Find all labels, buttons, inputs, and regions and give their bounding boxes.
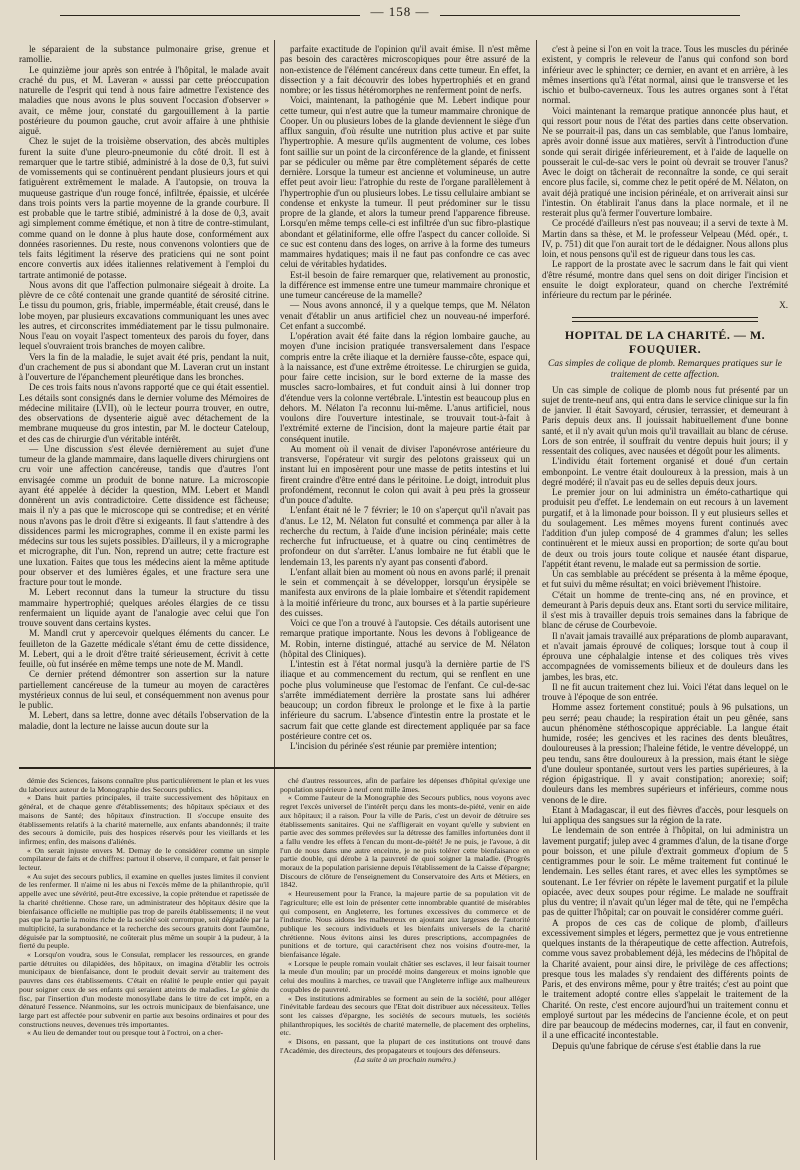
paragraph: le séparaient de la substance pulmonaire grise, grenue et ramollie. xyxy=(19,44,269,65)
column-3 xyxy=(542,44,788,1164)
paragraph: Vers la fin de la maladie, le sujet avait été pris, pendant la nuit, d'un crachement de pus si abondant que M. Laveran crut un instant à l'ouverture de l'épanchement pleurétique dans les bronches. xyxy=(19,351,269,382)
column-1 xyxy=(19,44,269,762)
paragraph: « Lorsqu'on voudra, sous le Consulat, remplacer les ressources, en grande partie détruites ou dilapidées, des hôpitaux, on imagina d'établir les octrois municipaux de bienfaisance, dont le produit devait servir au traitement des pauvres dans ces établissements. C'était en réalité le peuple entier qui payait pour soigner ceux de ses enfants qui seraient atteints de maladies. Le génie du fisc, par l'insertion d'un modeste monosyllabe dans le titre de cet impôt, en a dénaturé l'essence. Néanmoins, sur les octrois municipaux de bienfaisance, une large part est affectée pour subvenir en partie aux besoins ordinaires et pour des constructions neuves, devenues très importantes. xyxy=(19,950,269,1029)
page-header xyxy=(0,4,800,26)
paragraph: Un cas semblable au précédent se présenta à la même époque, et fut suivi du même résultat; en voici brièvement l'histoire. xyxy=(542,569,788,590)
to-be-continued-note: (La suite à un prochain numéro.) xyxy=(354,1054,456,1064)
page-number: — 158 — xyxy=(370,4,430,19)
paragraph: Ce procédé d'ailleurs n'est pas nouveau; il a servi de texte à M. Martin dans sa thèse, et M. le professeur Velpeau (Méd. opér., t. IV, p. 751) dit que l'on aurait tort de le dédaigner. Nous allons plus loin, et nous pensons qu'il est de rigueur dans tous les cas. xyxy=(542,218,788,259)
paragraph: démie des Sciences, faisons connaître plus particulièrement le plan et les vues du laborieux auteur de la Monographie des Secours publics. xyxy=(19,777,269,794)
paragraph: « Heureusement pour la France, la majeure partie de sa population vit de l'agriculture; elle est loin de présenter cette innombrable quantité de misérables qui composent, en Angleterre, les fortunes excessives du commerce et de l'industrie. Nous aidons les malheureux en ajoutant aux largesses de l'autorité publique les secours individuels et les bienfaits universels de la charité chrétienne. Nous évitons ainsi les dures prescriptions, accompagnées de punitions et de torture, qui caractérisent chez nos voisins d'outre-mer, la bienfaisance légale. xyxy=(280,889,530,960)
paragraph: Est-il besoin de faire remarquer que, relativement au pronostic, la différence est immense entre une tumeur mammaire chronique et une tumeur cancéreuse de la mamelle? xyxy=(280,269,530,300)
paragraph: M. Lebert, dans sa lettre, donne avec détails l'observation de la maladie, dont la lecture ne laisse aucun doute sur la xyxy=(19,710,269,731)
paragraph: Le quinzième jour après son entrée à l'hôpital, le malade avait craché du pus, et M. Laveran « ausssi par cette préoccupation naturelle de l'esprit qui tend à nous faire admettre l'existence des maladies que nous avons le plus souvent l'occasion d'observer » avait, ce même jour, constaté du gargouillement à la partie postérieure du poumon gauche, crut avoir affaire à une phthisie aiguë. xyxy=(19,64,269,136)
paragraph: Il n'avait jamais travaillé aux préparations de plomb auparavant, et n'avait jamais éprouvé de coliques; lorsque tout à coup il éprouva une céphalalgie intense et des coliques très vives accompagnées de vomissements bilieux et de douleurs dans les jambes, les bras, etc. xyxy=(542,630,788,682)
paragraph: Homme assez fortement constitué; pouls à 96 pulsations, un peu serré; peau chaude; la respiration était un peu gênée, sans aucun phénomène stéthoscopique appréciable. La langue était humide, rosée; les gencives et les racines des dents bleuâtres, douloureuses à la pression; l'haleine fétide, le ventre développé, un peu tendu, sans être douloureux à la pression, mais étant le siège d'une douleur spontanée, surtout vers les parties supérieures, à la région épigastrique. Il y avait constipation; anorexie; soif; douleurs dans les membres supérieurs et inférieurs, comme nous venons de le dire. xyxy=(542,702,788,805)
paragraph: L'enfant allait bien au moment où nous en avons parlé; il prenait le sein et commençait à se développer, lorsqu'un érysipèle se manifesta aux environs de la plaie lombaire et s'étendit rapidement à la moitié inférieure du tronc, aux bourses et à la partie supérieure des cuisses. xyxy=(280,566,530,618)
column-2 xyxy=(280,44,530,762)
feuilleton-rule xyxy=(19,767,531,769)
paragraph: Un cas simple de colique de plomb nous fut présenté par un sujet de trente-neuf ans, qui entra dans le service clinique sur la fin de janvier. Il était Savoyard, cérusier, terrassier, et demeurant à Paris depuis deux ans. Il jouissait habituellement d'une bonne santé, et il n'y avait qu'un mois qu'il travaillait au blanc de céruse. Lors de son entrée, il souffrait du ventre depuis huit jours; il y ressentait des coliques, avec nausées et dégoût pour les aliments. xyxy=(542,384,788,456)
paragraph: ché d'autres ressources, afin de parfaire les dépenses d'hôpital qu'exige une population supérieure à neuf cent mille âmes. xyxy=(280,777,530,794)
paragraph: Etant à Madagascar, il eut des fièvres d'accès, pour lesquels on lui appliqua des sangsues sur la région de la rate. xyxy=(542,804,788,825)
author-signature: X. xyxy=(779,300,788,311)
paragraph: De ces trois faits nous n'avons rapporté que ce qui était essentiel. Les détails sont consignés dans le dernier volume des Mémoires de médecine militaire (LVII), où le lecteur pourra trouver, en outre, des observations de dysenterie aiguë avec détachement de la membrane muqueuse du gros intestin, par M. le docteur Cateloup, et des cas de chirurgie d'un véritable intérêt. xyxy=(19,382,269,444)
paragraph: Le lendemain de son entrée à l'hôpital, on lui administra un lavement purgatif; julep avec 4 grammes d'alun, de la tisane d'orge pour boisson, et une pilule d'extrait gommeux d'opium de 5 centigrammes pour le soir. Le même traitement fut continué le lendemain. Les selles étant rares, et avec elles les symptômes se soutenant. Le 1er février on répète le lavement purgatif et la pilule opiacée, avec deux soupes pour régime. Le malade ne souffrait plus du ventre; il n'avait qu'un léger mal de tête, qui ne l'empêcha pas de quitter l'hôpital; car on pouvait le considérer comme guéri. xyxy=(542,825,788,918)
paragraph: M. Mandl crut y apercevoir quelques éléments du cancer. Le feuilleton de la Gazette médicale s'étant ému de cette dissidence, M. Lebert, qui a le droit d'être traité sérieusement, écrivit à cette feuille, où fut insérée en même temps une note de M. Mandl. xyxy=(19,628,269,669)
paragraph: « Au sujet des secours publics, il examine en quelles justes limites il convient de les renfermer. Il n'aime ni les abus ni l'excès même de la philanthropie, qu'il appelle avec une sévérité, peut-être excessive, la copie prétendue et rapetissée de la charité chrétienne. Chose rare, un administrateur des hôpitaux désire que la bienfaisance officielle ne multiplie pas trop de pareils établissements; il ne veut pas que la partie la moins riche de la société soit corrompue, soit dégradée par la multiplicité, la surabondance et la recherche des secours gratuits dont l'aumône, déguisée par la somptuosité, ne coûterait plus même un soupir à la pudeur, à la fierté du peuple. xyxy=(19,871,269,951)
paragraph: « Dans huit parties principales, il traite successivement des hôpitaux en général, et de chaque genre d'établissements; des hôpitaux spéciaux et des maisons de Santé; des hôpitaux d'instruction. Il s'occupe ensuite des établissements relatifs à la charité maternelle, aux enfants abandonnés; il traite des secours à domicile, puis des hospices réservés pour les vieillards et les infirmes; enfin, des maisons d'aliénés. xyxy=(19,793,269,846)
paragraph: parfaite exactitude de l'opinion qu'il avait émise. Il n'est même pas besoin des caractères microscopiques pour être assuré de la non-existence de l'élément cancéreux dans cette tumeur. En effet, la dissection y a fait découvrir des lobes hypertrophiés et en grand nombre; or les tissus hétéromorphes ne renferment point de nerfs. xyxy=(280,44,530,95)
paragraph: L'incision du périnée s'est réunie par première intention; xyxy=(290,741,497,751)
feuilleton-column-2 xyxy=(280,777,530,1159)
paragraph: L'intestin est à l'état normal jusqu'à la dernière partie de l'S iliaque et au commencement du rectum, qui se renflent en une poche plus volumineuse que l'estomac de l'enfant. Ce cul-de-sac s'arrête immédiatement derrière la prostate sans lui adhérer beaucoup; un cordon fibreux le prolonge et le fixe à la partie inférieure du sacrum. L'absence d'intestin entre la prostate et le sacrum fait que cette glande est directement appliquée par sa face postérieure contre cet os. xyxy=(280,659,530,741)
paragraph: Depuis qu'une fabrique de céruse s'est établie dans la rue xyxy=(552,1040,761,1051)
paragraph: L'individu était fortement organisé et doué d'un certain embonpoint. Le ventre était douloureux à la pression, mais à un degré modéré; il n'avait pas eu de selles depuis deux jours. xyxy=(542,456,788,487)
paragraph: — Nous avons annoncé, il y a quelque temps, que M. Nélaton venait d'établir un anus artificiel chez un nouveau-né imperforé. Cet enfant a succombé. xyxy=(280,300,530,331)
paragraph: A propos de ces cas de colique de plomb, d'ailleurs excessivement simples et légers, permettez que je vous entretienne quelques instants de la thérapeutique de cette affection. Autrefois, comme vous savez probablement déjà, les médecins de l'hôpital de la Charité avaient, pour ainsi dire, le privilège de ces affections; presque tous les malades s'y rendaient des différents points de Paris, et des environs même, pour y être traités; c'est au point que le traitement adopté contre elles s'appelait le traitement de la Charité. On reste, c'est encore aujourd'hui un traitement connu et employé surtout par les médecins de l'ancienne école, et on peut dire par beaucoup de médecins modernes, car, il faut en convenir, il a une efficacité incontestable. xyxy=(542,917,788,1041)
paragraph: Au moment où il venait de diviser l'aponévrose antérieure du transverse, l'opérateur vit surgir des pelotons graisseux qui un instant lui en imposèrent pour une masse de petits intestins et lui firent craindre d'être entré dans le péritoine. Le doigt, introduit plus profondément, reconnut le colon qui avait à peu près la grosseur d'un pouce d'adulte. xyxy=(280,443,530,505)
column-divider-1 xyxy=(274,40,275,1160)
paragraph: Voici maintenant la remarque pratique annoncée plus haut, et qui ressort pour nous de l'état des parties dans cette observation. Ne se pourrait-il pas, dans un cas semblable, que l'anus lombaire, après avoir donné issue aux matières, servît à l'introduction d'une sonde qui serait dirigée inférieurement, et à l'aide de laquelle on pousserait le cul-de-sac vers le point où devrait se trouver l'anus? Avec le doigt on tâcherait de reconnaître la sonde, ce qui serait encore plus facile, si, comme chez le petit opéré de M. Nélaton, on avait déjà pratiqué une incision périnéale, et on arriverait ainsi sur l'intestin. On établirait l'anus dans la place normale, et il ne resterait plus qu'à fermer l'ouverture lombaire. xyxy=(542,105,788,218)
paragraph: L'enfant était né le 7 février; le 10 on s'aperçut qu'il n'avait pas d'anus. Le 12, M. Nélaton fut consulté et commença par aller à la recherche du rectum, à l'aide d'une incision périnéale; mais cette recherche fut infructueuse, et à quatre ou cinq centimètres de profondeur on dut s'arrêter. L'anus lombaire ne fut établi que le lendemain 13, les parents n'y ayant pas consenti d'abord. xyxy=(280,505,530,567)
paragraph: C'était un homme de trente-cinq ans, né en province, et demeurant à Paris depuis deux ans. Etant sorti du service militaire, il s'est mis à travailler depuis trois semaines dans la fabrique de blanc de céruse de Courbevoie. xyxy=(542,589,788,631)
paragraph: « Disons, en passant, que la plupart de ces institutions ont trouvé dans l'Académie, des directeurs, des propagateurs et toujours des défenseurs. xyxy=(280,1037,530,1055)
paragraph: « On serait injuste envers M. Demay de le considérer comme un simple compilateur de faits et de chiffres: partout il observe, il compare, et fait penser le lecteur. xyxy=(19,845,269,873)
paragraph: « Lorsque le peuple romain voulait châtier ses esclaves, il leur faisait tourner la meule d'un moulin; par un procédé moins dangereux et moins ignoble que celui des moulins à marches, ce travail que l'Angleterre inflige aux malheureux coupables de pauvreté. xyxy=(280,958,530,994)
paragraph: Voici, maintenant, la pathogénie que M. Lebert indique pour cette tumeur, qui n'est autre que la tumeur mammaire chronique de Cooper. Un ou plusieurs lobes de la glande deviennent le siège d'un afflux sanguin, d'où résulte une nutrition plus active et par suite l'hypertrophie. A mesure qu'ils augmentent de volume, ces lobes font saillie sur un point de la circonférence de la glande, et finissent par se pédiculer ou même par être complètement séparés de cette dernière. Lorsque la tumeur est ancienne et volumineuse, un autre effet peut avoir lieu: l'atrophie du reste de l'organe parallèlement à l'hypertrophie d'un ou plusieurs lobes. Le tissu cellulaire ambiant se condense et enkyste la tumeur. Il peut prédominer sur le tissu propre de la glande, et alors la tumeur prend l'apparence fibreuse. Lorsqu'en même temps celle-ci est infiltrée d'un suc fibro-plastique abondant et gélatiniforme, elle offre l'aspect du cancer colloïde. Si ce suc est contenu dans des loges, on arrive à la forme des tumeurs mammaires hydatiques; mais il ne faut pas confondre ce cas avec celui de véritables hydatides. xyxy=(280,95,530,270)
paragraph: c'est à peine si l'on en voit la trace. Tous les muscles du périnée existent, y compris le releveur de l'anus qui confond son bord inférieur avec le sphincter; ce dernier, en avant et en arrière, à les mêmes insertions qu'à l'état normal, ainsi que le transverse et les ischio et bulbo-caverneux. Tous les autres organes sont à l'état normal. xyxy=(542,44,788,106)
section-double-rule xyxy=(572,317,758,322)
paragraph: — Une discussion s'est élevée dernièrement au sujet d'une tumeur de la glande mammaire, dans laquelle divers chirurgiens ont cru voir une affection cancéreuse, tandis que d'autres l'ont envisagée comme un produit de bonne nature. La microscopie ayant été appelée à décider la question, MM. Lebert et Mandl donnèrent un avis contradictoire. Cette dissidence est fâcheuse; mais il n'y a pas que le microscope qui se contredise; et en vérité nous n'avons pas le droit d'être si exigeants. Il faut s'attendre à des dissidences parmi les micrographes, comme il en existe parmi les médecins sur tous les sujets possibles. D'ailleurs, il y a micrographe et micrographe, dit l'un. Non, reprend un autre; cette fracture est une luxation. Faites que tous les médecins aient la même aptitude pour observer et des lumières égales, et une fracture sera une fracture pour tout le monde. xyxy=(19,443,269,587)
paragraph: Voici ce que l'on a trouvé à l'autopsie. Ces détails autorisent une remarque pratique importante. Nous les devons à l'obligeance de M. Robin, interne distingué, attaché au service de M. Nélaton (hôpital des Cliniques). xyxy=(280,618,530,659)
section-subtitle: Cas simples de colique de plomb. Remarques pratiques sur le traitement de cette affection. xyxy=(548,358,782,380)
header-rule-left xyxy=(60,15,360,16)
paragraph: « Comme l'auteur de la Monographie des Secours publics, nous voyons avec regret l'excès universel de l'intérêt perçu dans les monts-de-piété, venir en aide aux hôpitaux; il a raison. Pour la ville de Paris, c'est un devoir de détruire ses établissements sanitaires. Qui ne s'affligerait en voyant qu'elle y subvient en partie avec des sommes prélevées sur la détresse des familles infortunées dont il a fallu vendre les effets à l'encan du mont-de-piété! Je ne puis, je l'avoue, à dit l'un de nous dans une autre enceinte, je ne puis tolérer cette bienfaisance en partie double, qui dérobe à la pauvreté de quoi soigner la maladie. (Progrès moraux de la population parisienne depuis l'établissement de la Caisse d'épargne; Discours de clôture de l'enseignement du Conservatoire des Arts et Métiers, en 1842. xyxy=(280,793,530,890)
paragraph: « Des institutions admirables se forment au sein de la société, pour alléger l'inévitable fardeau des secours que l'Etat doit distribuer aux nécessiteux. Telles sont les caisses d'épargne, les sociétés de secours mutuels, les sociétés philanthropiques, les sociétés de charité maternelle, de placement des orphelins, etc. xyxy=(280,993,530,1038)
paragraph: Ce dernier prétend démontrer son assertion sur la nature partiellement cancéreuse de la tumeur au moyen de caractères mystérieux connus de lui seul, et conséquemment non avenus pour le public. xyxy=(19,669,269,710)
paragraph: « Au lieu de demander tout ou presque tout à l'octroi, on a cher- xyxy=(27,1028,223,1038)
paragraph: Le premier jour on lui administra un émétо-cathartique qui produisit peu d'effet. Le lendemain on eut recours à un lavement purgatif, et à la limonade pour boisson. Il y eut plusieurs selles et du soulagement. Les mêmes moyens furent continués avec l'addition d'un julep composé de 4 grammes d'alun; les selles continuèrent et le mieux aussi en proportion; de sorte qu'au bout de deux ou trois jours toute colique et nausée étant disparue, l'appétit étant revenu, le malade eut sa permission de sortie. xyxy=(542,487,788,569)
paragraph: Il ne fit aucun traitement chez lui. Voici l'état dans lequel on le trouve à l'époque de son entrée. xyxy=(542,681,788,702)
paragraph: L'opération avait été faite dans la région lombaire gauche, au moyen d'une incision pratiquée transversalement dans l'espace compris entre la crête iliaque et la dernière fausse-côte, espace qui, à la naissance, est d'une extrême étroitesse. Le chirurgien se guida, pour faire cette incision, sur le bord externe de la masse des muscles sacro-lombaires, et fut conduit ainsi à lui donner trop d'étendue vers la colonne vertébrale. L'intestin est beaucoup plus en dehors. M. Nélaton l'a reconnu lui-même. L'anus artificiel, nous voulons dire l'ouverture intestinale, se trouvait tout-à-fait à l'extrémité externe de l'incision, dont la majeure partie était par conséquent inutile. xyxy=(280,331,530,444)
paragraph: Le rapport de la prostate avec le sacrum dans le fait qui vient d'être résumé, montre dans quel sens on doit diriger l'incision et ensuite le doigt explorateur, quand on cherche l'extrémité inférieure du rectum par le périnée. xyxy=(542,259,788,300)
feuilleton-column-1 xyxy=(19,777,269,1159)
paragraph: Chez le sujet de la troisième observation, des abcès multiples furent la suite d'une pleuro-pneumonie du côté droit. Il est à remarquer que le tartre stibié, administré à la dose de 0,3, fut suivi de vomissements qui se continuèrent pendant plusieurs jours et qui fatiguèrent extrêmement le malade. A l'autopsie, on trouva la muqueuse gastrique d'un rouge foncé, infiltrée, épaissie, et ulcérée dans trois points vers la partie moyenne de la grande courbure. Il est probable que le tartre stibié, administré à la dose de 0,3, avait agi simplement comme émétique, et non à titre de contre-stimulant, comme quand on le donne à plus haute dose, conformément aux données rasoriennes. Du reste, nous convenons volontiers que de tels faits légitiment la réserve des praticiens qui ne sont point encore convertis aux idées italiennes relativement à l'emploi du tartrate antimonié de potasse. xyxy=(19,136,269,280)
header-rule-right xyxy=(440,15,740,16)
paragraph: Nous avons dit que l'affection pulmonaire siégeait à droite. La plèvre de ce côté contenait une grande quantité de sérosité citrine. Le tissu du poumon, gris, friable, imperméable, était creusé, dans le lobe moyen, par plusieurs excavations communiquant les unes avec les autres, et circonscrites immédiatement par le tissu pulmonaire. Nous l'eau on voyait l'aspect tomenteux des parois du foyer, dans lequel s'ouvraient trois branches de moyen calibre. xyxy=(19,279,269,352)
paragraph: M. Lebert reconnut dans la tumeur la structure du tissu mammaire hypertrophié; quelques aréoles élargies de ce tissu renfermaient un liquide ayant de l'analogie avec celui que l'on trouve souvent dans certains kystes. xyxy=(19,587,269,628)
column-divider-2 xyxy=(536,40,537,1160)
section-title: HOPITAL DE LA CHARITÉ. — M. FOUQUIER. xyxy=(564,327,766,356)
